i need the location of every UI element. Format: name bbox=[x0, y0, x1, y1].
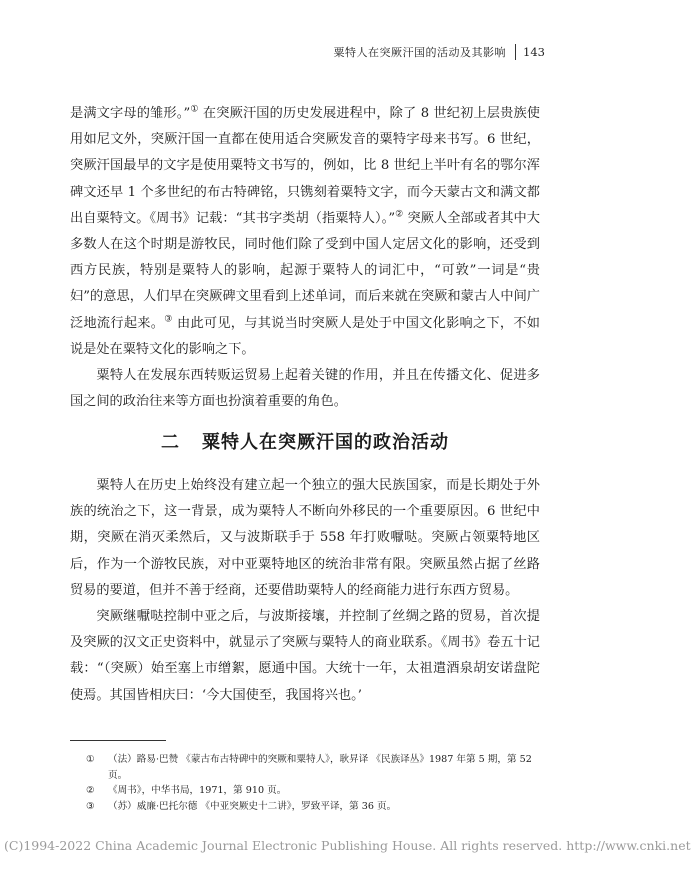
copyright-watermark: (C)1994-2022 China Academic Journal Electronic Publishing House. All rights reserved. http://www.cnki.net bbox=[4, 838, 691, 853]
running-head bbox=[70, 42, 545, 62]
paragraph: 是满文字母的雏形。”① 在突厥汗国的历史发展进程中，除了 8 世纪初上层贵族使用如尼文外，突厥汗国一直都在使用适合突厥发音的粟特字母来书写。6 世纪，突厥汗国最早的文字是使用粟特文书写的，例如，比 8 世纪上半叶有名的鄂尔浑碑文还早 1 个多世纪的布古特碑铭，只镌刻着粟特文字，而今天蒙古文和满文都出自粟特文。《周书》记载：“其书字类胡（指粟特人）。”② 突厥人全部或者其中大多数人在这个时期是游牧民，同时他们除了受到中国人定居文化的影响，还受到西方民族，特别是粟特人的影响，起源于粟特人的词汇中，“可敦”一词是“贵妇”的意思，人们早在突厥碑文里看到上述单词，而后来就在突厥和蒙古人中间广泛地流行起来。③ 由此可见，与其说当时突厥人是处于中国文化影响之下，不如说是处在粟特文化的影响之下。 bbox=[70, 104, 540, 357]
footnote-ref-1[interactable]: ① bbox=[190, 104, 199, 115]
section-heading bbox=[70, 428, 540, 454]
section-number: 二 bbox=[161, 432, 180, 453]
section-title: 粟特人在突厥汗国的政治活动 bbox=[202, 432, 449, 453]
footnote-divider bbox=[70, 740, 166, 741]
section-2-body bbox=[70, 473, 540, 709]
running-head-divider bbox=[515, 44, 516, 60]
paragraph: 突厥继嚈哒控制中亚之后，与波斯接壤，并控制了丝绸之路的贸易，首次提及突厥的汉文正史资料中，就显示了突厥与粟特人的商业联系。《周书》卷五十记载：“（突厥）始至塞上市缯絮，愿通中国。大统十一年，太祖遣酒泉胡安诺盘陀使焉。其国皆相庆曰：‘今大国使至，我国将兴也。’ bbox=[70, 609, 540, 703]
footnotes bbox=[86, 752, 546, 814]
footnote-3: ③ （苏）威廉·巴托尔德 《中亚突厥史十二讲》，罗致平译，第 36 页。 bbox=[86, 800, 397, 812]
footnote-ref-2[interactable]: ② bbox=[395, 209, 404, 220]
footnote-2: ② 《周书》，中华书局，1971，第 910 页。 bbox=[86, 785, 287, 796]
footnote-ref-3[interactable]: ③ bbox=[164, 314, 173, 325]
paragraph: 粟特人在发展东西转贩运贸易上起着关键的作用，并且在传播文化、促进多国之间的政治往来等方面也扮演着重要的角色。 bbox=[70, 368, 540, 410]
footnote-1: ① （法）路易·巴赞 《蒙古布古特碑中的突厥和粟特人》，耿昇译 《民族译丛》1987 年第 5 期，第 52 页。 bbox=[86, 754, 532, 781]
running-title: 粟特人在突厥汗国的活动及其影响 bbox=[333, 46, 507, 59]
page-number: 143 bbox=[523, 45, 545, 59]
section-1-body bbox=[70, 101, 540, 415]
paragraph: 粟特人在历史上始终没有建立起一个独立的强大民族国家，而是长期处于外族的统治之下，这一背景，成为粟特人不断向外移民的一个重要原因。6 世纪中期，突厥在消灭柔然后，又与波斯联手于 558 年打败嚈哒。突厥占领粟特地区后，作为一个游牧民族，对中亚粟特地区的统治非常有限。突厥虽然占据了丝路贸易的要道，但并不善于经商，还要借助粟特人的经商能力进行东西方贸易。 bbox=[70, 478, 540, 598]
